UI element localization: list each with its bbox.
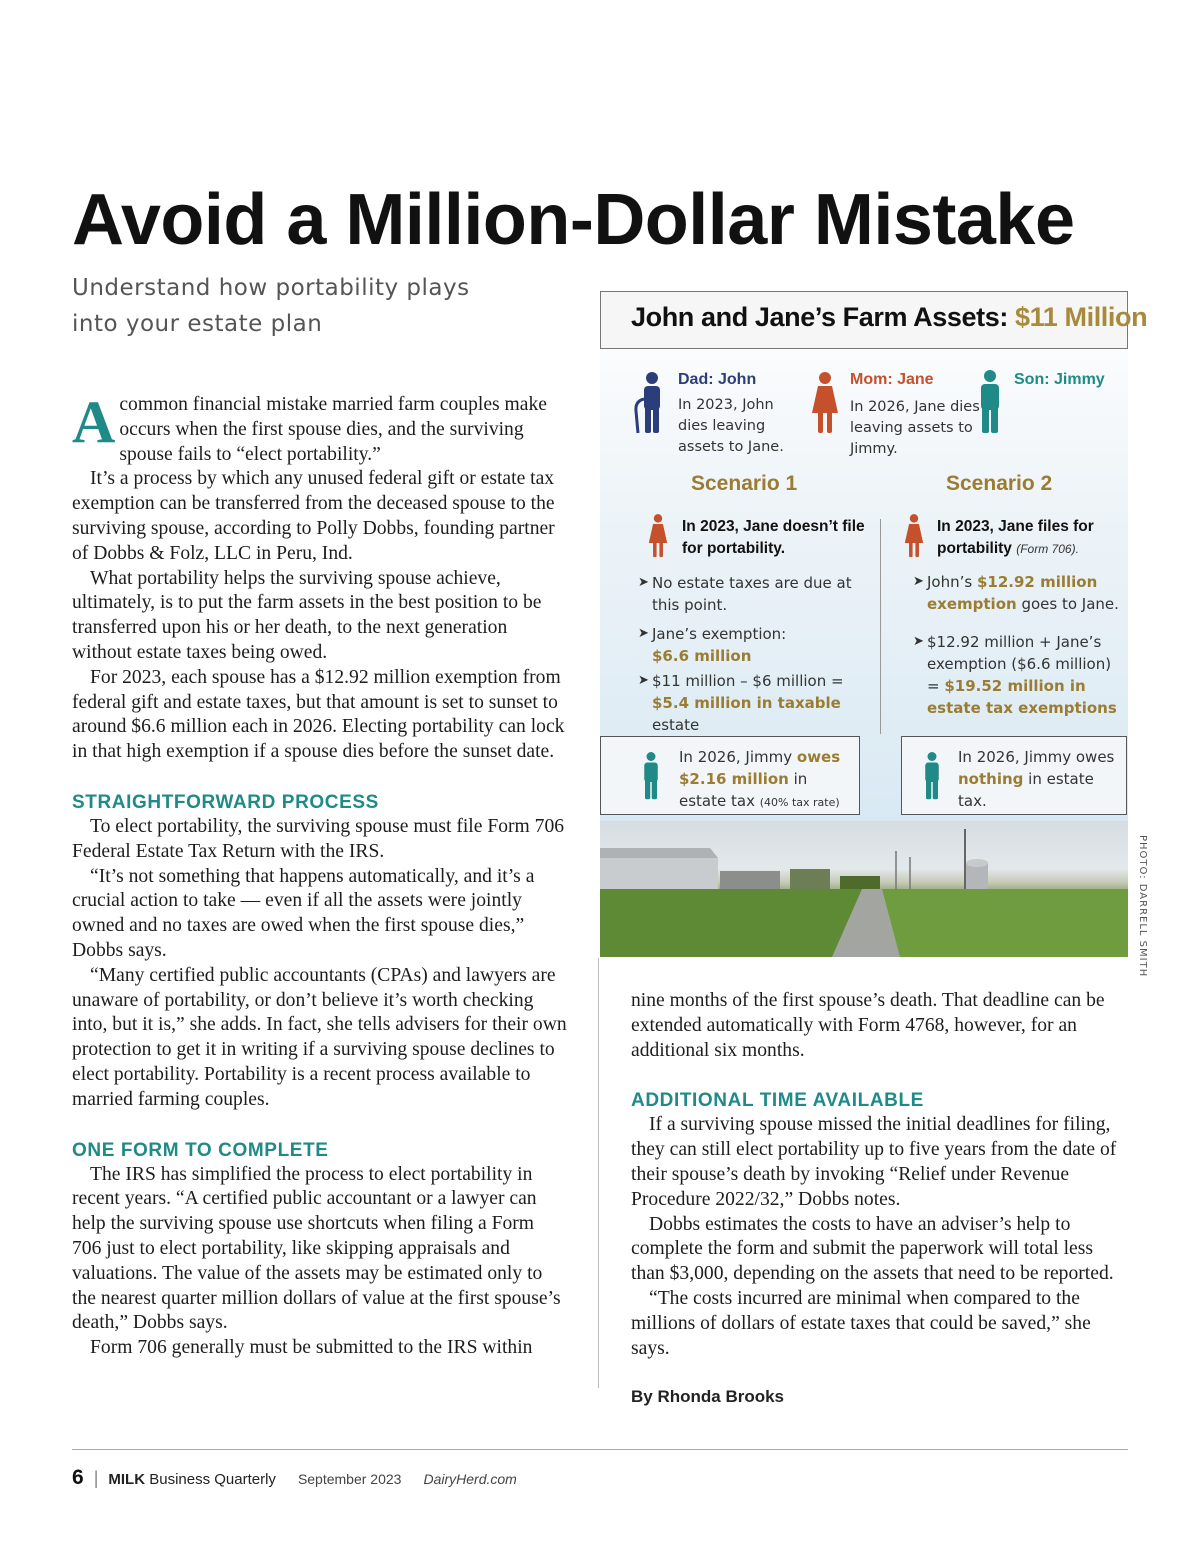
- paragraph-13: “The costs incurred are minimal when compared to the millions of dollars of estate taxes that could be saved,” she says.: [631, 1287, 1091, 1359]
- paragraph-3: What portability helps the surviving spouse achieve, ultimately, is to put the farm assets in the best position to be transferred upon his or her death, to the next generation without estate taxes being owed.: [72, 567, 542, 663]
- page-footer: [72, 1466, 517, 1496]
- infographic-title: John and Jane’s Farm Assets: $11 Million: [631, 302, 1148, 332]
- man-icon: [920, 751, 944, 801]
- infographic-header: [600, 291, 1148, 349]
- scenario-2-bullet: ➤ John’s $12.92 million exemption goes to Jane.: [913, 573, 1119, 613]
- paragraph-5: To elect portability, the surviving spouse must file Form 706 Federal Estate Tax Return with the IRS.: [72, 815, 565, 862]
- article-title: Avoid a Million-Dollar Mistake: [72, 180, 1075, 260]
- column-divider: [598, 958, 599, 1388]
- person-desc-john: In 2023, John dies leaving assets to Jane.: [678, 397, 784, 455]
- arrow-icon: ➤: [638, 626, 649, 641]
- paragraph-9: Form 706 generally must be submitted to the IRS within: [90, 1337, 533, 1359]
- page-number: 6: [72, 1466, 84, 1489]
- arrow-icon: ➤: [913, 574, 924, 589]
- footer-separator: |: [93, 1468, 99, 1488]
- scenario-1-result: In 2026, Jimmy owes $2.16 million in estate tax (40% tax rate): [679, 748, 841, 810]
- article-subtitle: Understand how portability plays into your estate plan: [72, 275, 470, 337]
- person-name-jane: Mom: Jane: [850, 371, 934, 388]
- section-heading: ONE FORM TO COMPLETE: [72, 1139, 329, 1161]
- scenario-1-bullet: ➤ No estate taxes are due at this point.: [638, 574, 852, 614]
- arrow-icon: ➤: [638, 673, 649, 688]
- section-heading: STRAIGHTFORWARD PROCESS: [72, 791, 379, 813]
- arrow-icon: ➤: [638, 575, 649, 590]
- section-heading: ADDITIONAL TIME AVAILABLE: [631, 1090, 924, 1112]
- man-icon: [639, 751, 663, 801]
- publication-name: MILK Business Quarterly: [108, 1471, 276, 1488]
- scenario-1-heading: In 2023, Jane doesn’t file for portability.: [682, 518, 865, 557]
- article-column-2: [631, 989, 1131, 1410]
- scenario-2-label: Scenario 2: [946, 472, 1053, 495]
- farm-photo: [600, 821, 1128, 957]
- issue-date: September 2023: [297, 1471, 402, 1487]
- scenario-2-heading: In 2023, Jane files for portability (Form 706).: [937, 518, 1094, 557]
- scenario-1-bullet: ➤ Jane’s exemption: $6.6 million: [638, 625, 787, 665]
- paragraph-2: It’s a process by which any unused federal gift or estate tax exemption can be transferred from the deceased spouse to the surviving spouse, according to Polly Dobbs, founding partner of Dobbs & Folz, LLC in Peru, Ind.: [72, 468, 555, 564]
- person-name-jimmy: Son: Jimmy: [1014, 371, 1105, 388]
- drop-cap: A: [72, 389, 116, 455]
- paragraph-10: nine months of the first spouse’s death. That deadline can be extended automatically with Form 4768, however, for an additional six months.: [631, 990, 1105, 1061]
- woman-icon: [646, 513, 670, 559]
- photo-credit: PHOTO: DARRELL SMITH: [1137, 835, 1148, 978]
- paragraph-1: Acommon financial mistake married farm couples make occurs when the first spouse dies, and the surviving spouse fails to “elect portability.”: [72, 389, 547, 465]
- man-icon: [974, 369, 1006, 435]
- footer-rule: [72, 1449, 1128, 1450]
- person-desc-jane: In 2026, Jane dies leaving assets to Jimmy.: [850, 399, 980, 457]
- website: DairyHerd.com: [423, 1471, 517, 1487]
- scenario-1-result-box: [600, 736, 860, 815]
- paragraph-12: Dobbs estimates the costs to have an adviser’s help to complete the form and submit the paperwork will total less than $3,000, depending on the assets that need to be reported.: [631, 1213, 1114, 1285]
- scenario-2-result: In 2026, Jimmy owes nothing in estate tax.: [958, 748, 1115, 810]
- assets-value: $11 Million: [1015, 302, 1148, 332]
- person-name-john: Dad: John: [678, 371, 757, 388]
- arrow-icon: ➤: [913, 634, 924, 649]
- paragraph-4: For 2023, each spouse has a $12.92 million exemption from federal gift and estate taxes, but that amount is set to sunset to around $6.6 million each in 2026. Electing portability can lock in that high exemption if a spouse dies before the sunset date.: [72, 666, 565, 763]
- scenario-divider: [880, 519, 881, 734]
- scenario-1-label: Scenario 1: [691, 472, 798, 495]
- paragraph-7: “Many certified public accountants (CPAs) and lawyers are unaware of portability, or don’t believe it’s worth checking into, but it is,” she adds. In fact, she tells advisers for their own protection to get it in writing if a surviving spouse declines to elect portability. Portability is a recent process available to married farming couples.: [72, 964, 567, 1110]
- scenario-2-result-box: [901, 736, 1127, 815]
- paragraph-11: If a surviving spouse missed the initial deadlines for filing, they can still elect portability up to five years from the date of their spouse’s death by invoking “Relief under Revenue Procedure 2022/32,” Dobbs notes.: [631, 1114, 1117, 1210]
- byline: By Rhonda Brooks: [631, 1387, 785, 1407]
- scenario-2-bullet: ➤ $12.92 million + Jane’s exemption ($6.6 million) = $19.52 million in estate tax exemptions: [913, 633, 1117, 717]
- woman-icon: [808, 371, 842, 435]
- paragraph-6: “It’s not something that happens automatically, and it’s a crucial action to take — even if all the assets were jointly owned and no taxes are owed when the first spouse dies,” Dobbs says.: [72, 865, 535, 961]
- woman-icon: [902, 513, 926, 559]
- farm-landscape-image: [600, 821, 1128, 957]
- paragraph-8: The IRS has simplified the process to elect portability in recent years. “A certified public accountant or a lawyer can help the surviving spouse use shortcuts when filing a Form 706 just to elect portability, like skipping appraisals and valuations. The value of the assets may be estimated only to the nearest quarter million dollars of value at the first spouse’s death,” Dobbs says.: [72, 1163, 561, 1334]
- article-column-1: [72, 389, 568, 1361]
- scenario-1-bullet: ➤ $11 million – $6 million = $5.4 million in taxable estate: [638, 672, 844, 734]
- man-with-cane-icon: [630, 371, 670, 435]
